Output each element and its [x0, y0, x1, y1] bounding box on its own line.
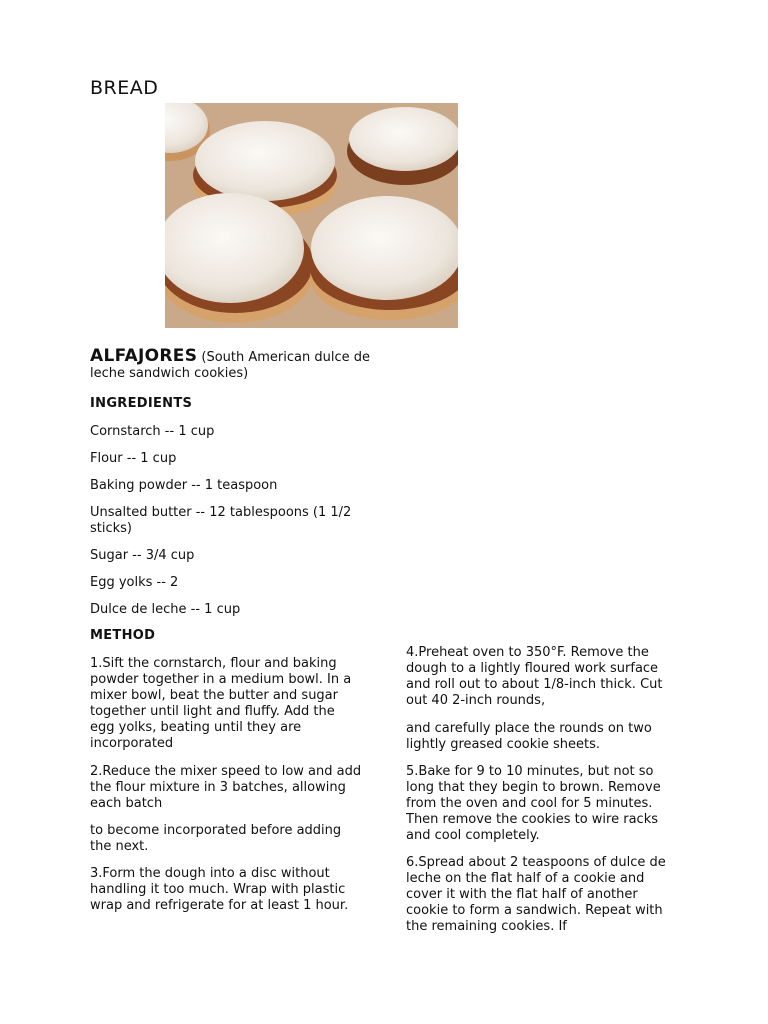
- ingredient-item: Dulce de leche -- 1 cup: [90, 602, 241, 617]
- alfajores-cookies-photo: [165, 103, 458, 328]
- ingredient-item: Cornstarch -- 1 cup: [90, 424, 215, 439]
- ingredients-heading: INGREDIENTS: [90, 396, 193, 411]
- method-step: 6.Spread about 2 teaspoons of dulce de leche on the flat half of a cookie and cover it with the flat half of another cookie to form a sandwich. Repeat with the remaining cookies. If: [406, 855, 666, 934]
- method-step: 5.Bake for 9 to 10 minutes, but not so long that they begin to brown. Remove from the oven and cool for 5 minutes. Then remove the cookies to wire racks and cool completely.: [406, 764, 661, 843]
- method-step: 2.Reduce the mixer speed to low and add the flour mixture in 3 batches, allowing each batch: [90, 764, 362, 811]
- ingredient-item: Unsalted butter -- 12 tablespoons (1 1/2 sticks): [90, 505, 352, 536]
- recipe-subtitle: (South American dulce de leche sandwich cookies): [90, 350, 370, 381]
- method-step: 1.Sift the cornstarch, flour and baking powder together in a medium bowl. In a mixer bowl, beat the butter and sugar together until light and fluffy. Add the egg yolks, beating until they are incorporated: [90, 656, 352, 751]
- method-step: 4.Preheat oven to 350°F. Remove the dough to a lightly floured work surface and roll out to about 1/8-inch thick. Cut out 40 2-inch rounds,: [406, 645, 663, 708]
- method-step: 3.Form the dough into a disc without handling it too much. Wrap with plastic wrap and refrigerate for at least 1 hour.: [90, 866, 349, 913]
- ingredient-item: Sugar -- 3/4 cup: [90, 548, 195, 563]
- page-header: BREAD: [90, 77, 159, 99]
- recipe-name: ALFAJORES: [90, 346, 198, 366]
- recipe-title: [90, 348, 380, 382]
- ingredient-item: Flour -- 1 cup: [90, 451, 177, 466]
- method-heading: METHOD: [90, 628, 156, 643]
- ingredient-item: Baking powder -- 1 teaspoon: [90, 478, 278, 493]
- method-step: to become incorporated before adding the next.: [90, 823, 342, 854]
- method-step: and carefully place the rounds on two lightly greased cookie sheets.: [406, 721, 652, 752]
- ingredient-item: Egg yolks -- 2: [90, 575, 179, 590]
